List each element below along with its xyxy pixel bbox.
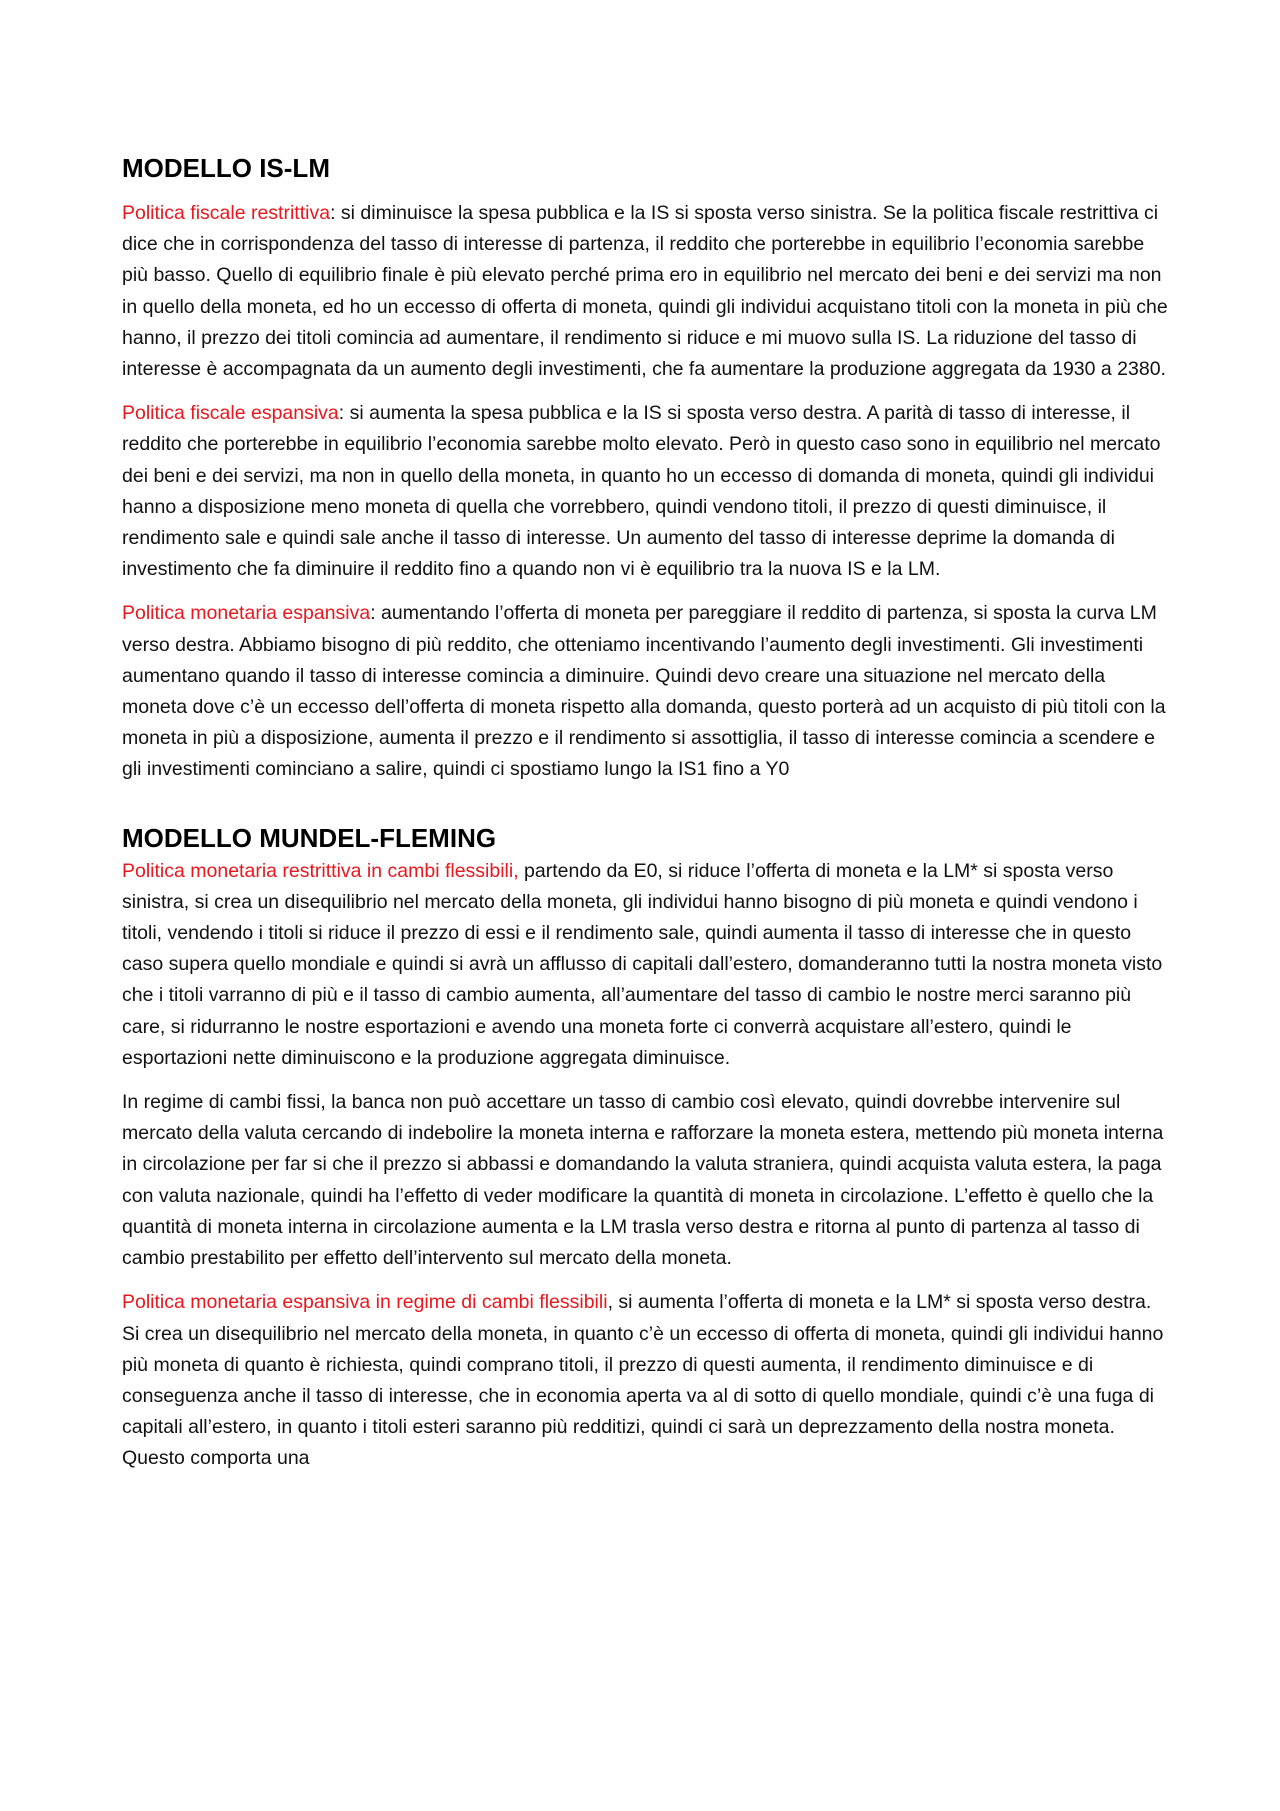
paragraph-text: : si aumenta la spesa pubblica e la IS si sposta verso destra. A parità di tasso di interesse, il reddito che porterebbe in equilibrio l’economia sarebbe molto elevato. Però in questo caso sono in equilibrio nel mercato dei beni e dei servizi, ma non in quello della moneta, in quanto ho un eccesso di domanda di moneta, quindi gli individui hanno a disposizione meno moneta di quella che vorrebbero, quindi vendono titoli, il prezzo di questi diminuisce, il rendimento sale e quindi sale anche il tasso di interesse. Un aumento del tasso di interesse deprime la domanda di investimento che fa diminuire il reddito fino a quando non vi è equilibrio tra la nuova IS e la LM.: [122, 402, 1161, 581]
paragraph-monetary-restrictive-flexible: [122, 856, 1172, 1074]
paragraph-fiscal-expansive: [122, 398, 1172, 585]
paragraph-text: partendo da E0, si riduce l’offerta di moneta e la LM* si sposta verso sinistra, si crea un disequilibrio nel mercato della moneta, gli individui hanno bisogno di più moneta e quindi vendono i titoli, vendendo i titoli si riduce il prezzo di essi e il rendimento sale, quindi aumenta il tasso di interesse che in questo caso supera quello mondiale e quindi si avrà un afflusso di capitali dall’estero, domanderanno tutti la nostra moneta visto che i titoli varranno di più e il tasso di cambio aumenta, all’aumentare del tasso di cambio le nostre merci saranno più care, si ridurranno le nostre esportazioni e avendo una moneta forte ci converrà acquistare all’estero, quindi le esportazioni nette diminuiscono e la produzione aggregata diminuisce.: [122, 859, 1163, 1069]
section-title-mundell-fleming: MODELLO MUNDEL-FLEMING: [122, 822, 497, 853]
paragraph-text: , si aumenta l’offerta di moneta e la LM* si sposta verso destra. Si crea un disequilibrio nel mercato della moneta, in quanto c’è un eccesso di offerta di moneta, quindi gli individui hanno più moneta di quanto è richiesta, quindi comprano titoli, il prezzo di questi aumenta, il rendimento diminuisce e di conseguenza anche il tasso di interesse, che in economia aperta va al di sotto di quello mondiale, quindi c’è una fuga di capitali all’estero, in quanto i titoli esteri saranno più redditizi, quindi ci sarà un deprezzamento della nostra moneta. Questo comporta una: [122, 1291, 1164, 1470]
paragraph-monetary-expansive: [122, 598, 1172, 785]
paragraph-fixed-exchange: [122, 1087, 1172, 1274]
highlight-term: Politica monetaria espansiva: [122, 602, 371, 625]
highlight-term: Politica monetaria restrittiva in cambi flessibili,: [122, 859, 519, 882]
paragraph-text: : si diminuisce la spesa pubblica e la IS si sposta verso sinistra. Se la politica fiscale restrittiva ci dice che in corrispondenza del tasso di interesse di partenza, il reddito che porterebbe in equilibrio l’economia sarebbe più basso. Quello di equilibrio finale è più elevato perché prima ero in equilibrio nel mercato dei beni e dei servizi ma non in quello della moneta, ed ho un eccesso di offerta di moneta, quindi gli individui acquistano titoli con la moneta in più che hanno, il prezzo dei titoli comincia ad aumentare, il rendimento si riduce e mi muovo sulla IS. La riduzione del tasso di interesse è accompagnata da un aumento degli investimenti, che fa aumentare la produzione aggregata da 1930 a 2380.: [122, 202, 1168, 381]
paragraph-fiscal-restrictive: [122, 198, 1172, 385]
paragraph-text: In regime di cambi fissi, la banca non può accettare un tasso di cambio così elevato, quindi dovrebbe intervenire sul mercato della valuta cercando di indebolire la moneta interna e rafforzare la moneta estera, mettendo più moneta interna in circolazione per far si che il prezzo si abbassi e domandando la valuta straniera, quindi acquista valuta estera, la paga con valuta nazionale, quindi ha l’effetto di veder modificare la quantità di moneta in circolazione. L’effetto è quello che la quantità di moneta interna in circolazione aumenta e la LM trasla verso destra e ritorna al punto di partenza al tasso di cambio prestabilito per effetto dell’intervento sul mercato della moneta.: [122, 1091, 1164, 1270]
paragraph-monetary-expansive-flexible: [122, 1287, 1172, 1474]
paragraph-text: : aumentando l’offerta di moneta per pareggiare il reddito di partenza, si sposta la curva LM verso destra. Abbiamo bisogno di più reddito, che otteniamo incentivando l’aumento degli investimenti. Gli investimenti aumentano quando il tasso di interesse comincia a diminuire. Quindi devo creare una situazione nel mercato della moneta dove c’è un eccesso dell’offerta di moneta rispetto alla domanda, questo porterà ad un acquisto di più titoli con la moneta in più a disposizione, aumenta il prezzo e il rendimento si assottiglia, il tasso di interesse comincia a scendere e gli investimenti cominciano a salire, quindi ci spostiamo lungo la IS1 fino a Y0: [122, 602, 1166, 781]
section-title-is-lm: MODELLO IS-LM: [122, 153, 330, 183]
highlight-term: Politica fiscale espansiva: [122, 402, 339, 425]
document-page: [122, 150, 1172, 1488]
highlight-term: Politica fiscale restrittiva: [122, 202, 331, 224]
highlight-term: Politica monetaria espansiva in regime di cambi flessibili: [122, 1291, 608, 1314]
